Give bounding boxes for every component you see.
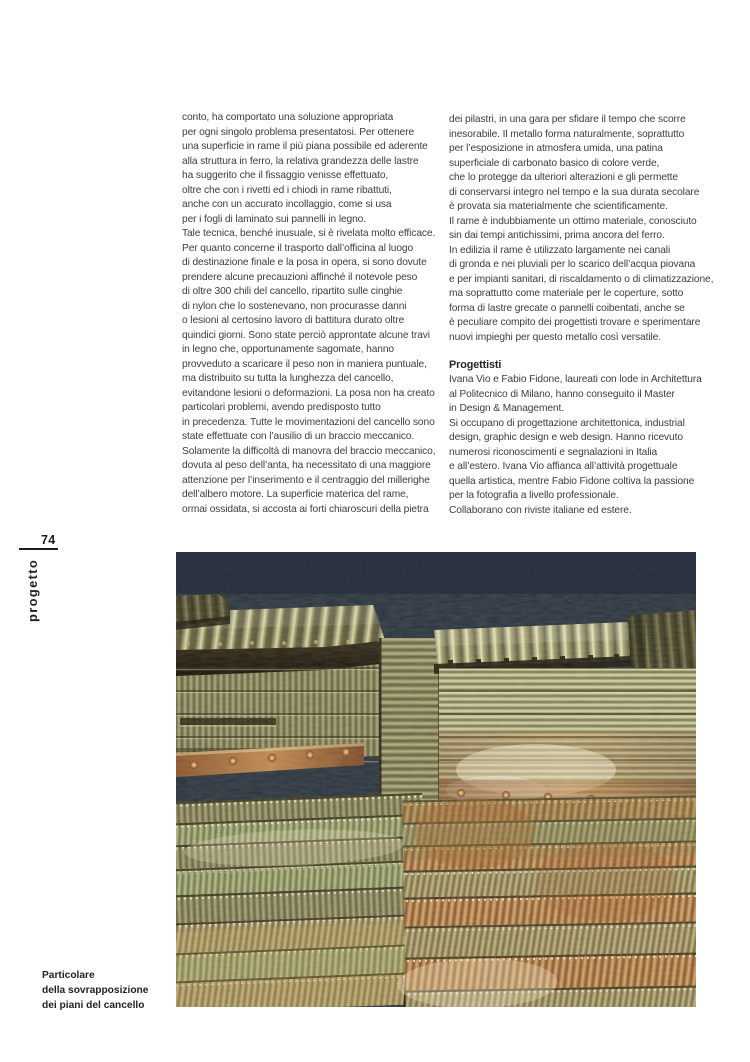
text-line: dovuta al peso dell’anta, ha necessitato di una maggiore <box>182 460 431 471</box>
text-line: superficiale di carbonato basico di colore verde, <box>449 157 660 169</box>
text-line: state effettuate con l’ausilio di un braccio meccanico. <box>182 431 415 442</box>
text-line: alla struttura in ferro, la relativa grandezza delle lastre <box>182 155 419 167</box>
text-line: Collaborano con riviste italiane ed estere. <box>449 504 632 516</box>
text-line: prendere alcune precauzioni affinché il notevole peso <box>182 271 418 283</box>
text-line: di nylon che lo sostenevano, non procurasse danni <box>182 300 407 312</box>
right-text-column <box>449 113 713 518</box>
text-line: al Politecnico di Milano, hanno conseguito il Master <box>449 388 675 400</box>
text-line: oltre che con i rivetti ed i chiodi in rame ribattuti, <box>182 184 392 196</box>
text-line: sin dai tempi antichissimi, prima ancora del ferro. <box>449 230 665 241</box>
text-line: Si occupano di progettazione architettonica, industrial <box>449 417 685 429</box>
gate-panels-photo-image <box>176 552 696 1007</box>
text-line: dell’albero motore. La superficie materica del rame, <box>182 489 409 500</box>
text-line: è peculiare compito dei progettisti trovare e sperimentare <box>449 317 701 328</box>
text-line: numerosi riconoscimenti e segnalazioni in Italia <box>449 446 658 458</box>
text-line: e all’estero. Ivana Vio affianca all’attività progettuale <box>449 461 678 472</box>
text-line: evitandone lesioni o deformazioni. La posa non ha creato <box>182 387 435 399</box>
text-line: per i fogli di laminato sui pannelli in legno. <box>182 213 366 225</box>
text-line: Per quanto concerne il trasporto dall’officina al luogo <box>182 242 414 254</box>
text-line: particolari problemi, avendo predisposto tutto <box>182 402 381 413</box>
text-line: ha suggerito che il fissaggio venisse effettuato, <box>182 170 389 181</box>
text-line: che lo protegge da ulteriori alterazioni e gli permette <box>449 172 678 183</box>
text-line: attenzione per l’inserimento e il centraggio del millerighe <box>182 474 430 486</box>
text-line: quindici giorni. Sono state perciò approntate alcune travi <box>182 329 430 341</box>
designers-heading: Progettisti <box>449 358 502 371</box>
text-line: di gronda e nei pluviali per lo scarico dell’acqua piovana <box>449 259 696 270</box>
text-line: di oltre 300 chili del cancello, ripartito sulle cinghie <box>182 286 403 297</box>
text-line: in precedenza. Tutte le movimentazioni del cancello sono <box>182 416 435 428</box>
page-number: 74 <box>41 533 56 547</box>
text-line: In edilizia il rame è utilizzato largamente nei canali <box>449 244 671 256</box>
copper-paragraph <box>449 113 713 345</box>
text-line: inesorabile. Il metallo forma naturalmente, soprattutto <box>449 128 685 140</box>
text-line: design, graphic design e web design. Hanno ricevuto <box>449 432 683 443</box>
text-line: Il rame è indubbiamente un ottimo materiale, conosciuto <box>449 215 697 227</box>
text-line: è provata sia materialmente che scientificamente. <box>449 201 668 212</box>
text-line: in Design & Management. <box>449 403 564 414</box>
left-text-column <box>182 111 435 517</box>
designers-paragraph <box>449 373 713 518</box>
text-line: Tale tecnica, benché inusuale, si è rivelata molto efficace. <box>182 228 436 239</box>
text-line: di destinazione finale e la posa in opera, si sono dovute <box>182 257 427 268</box>
text-line: dei piani del cancello <box>42 999 145 1011</box>
text-line: della sovrapposizione <box>42 984 149 996</box>
text-line: Ivana Vio e Fabio Fidone, laureati con lode in Architettura <box>449 374 702 385</box>
text-line: ormai ossidata, si accosta ai forti chiaroscuri della pietra <box>182 503 429 515</box>
text-line: ma soprattutto come materiale per le coperture, sotto <box>449 288 684 299</box>
text-line: per ogni singolo problema presentatosi. Per ottenere <box>182 126 415 138</box>
text-line: conto, ha comportato una soluzione appropriata <box>182 112 394 123</box>
text-line: di conservarsi integro nel tempo e la sua durata secolare <box>449 186 700 198</box>
text-line: e per impianti sanitari, di riscaldamento o di climatizzazione, <box>449 273 714 285</box>
text-line: anche con un accurato incollaggio, come si usa <box>182 199 392 210</box>
text-line: una superficie in rame il più piana possibile ed aderente <box>182 141 428 152</box>
page-number-rule <box>19 548 58 550</box>
text-line: per l’esposizione in atmosfera umida, una patina <box>449 143 663 154</box>
text-line: ma distribuito su tutta la lunghezza del cancello, <box>182 373 394 384</box>
text-line: o lesioni al certosino lavoro di battitura durato oltre <box>182 315 405 326</box>
text-line: nuovi impieghi per questo metallo così versatile. <box>449 331 661 343</box>
text-line: quella artistica, mentre Fabio Fidone coltiva la passione <box>449 475 695 487</box>
text-line: dei pilastri, in una gara per sfidare il tempo che scorre <box>449 114 686 125</box>
photo-caption <box>42 969 148 1013</box>
text-line: Particolare <box>42 970 95 981</box>
text-line: in legno che, opportunamente sagomate, hanno <box>182 344 394 355</box>
section-label: progetto <box>25 558 40 622</box>
gate-panels-photo <box>176 552 696 1007</box>
text-line: provveduto a scaricare il peso non in maniera puntuale, <box>182 358 427 370</box>
text-line: per la fotografia a livello professionale. <box>449 490 619 501</box>
text-line: forma di lastre grecate o pannelli coibentati, anche se <box>449 302 685 314</box>
text-line: Solamente la difficoltà di manovra del braccio meccanico, <box>182 445 436 457</box>
